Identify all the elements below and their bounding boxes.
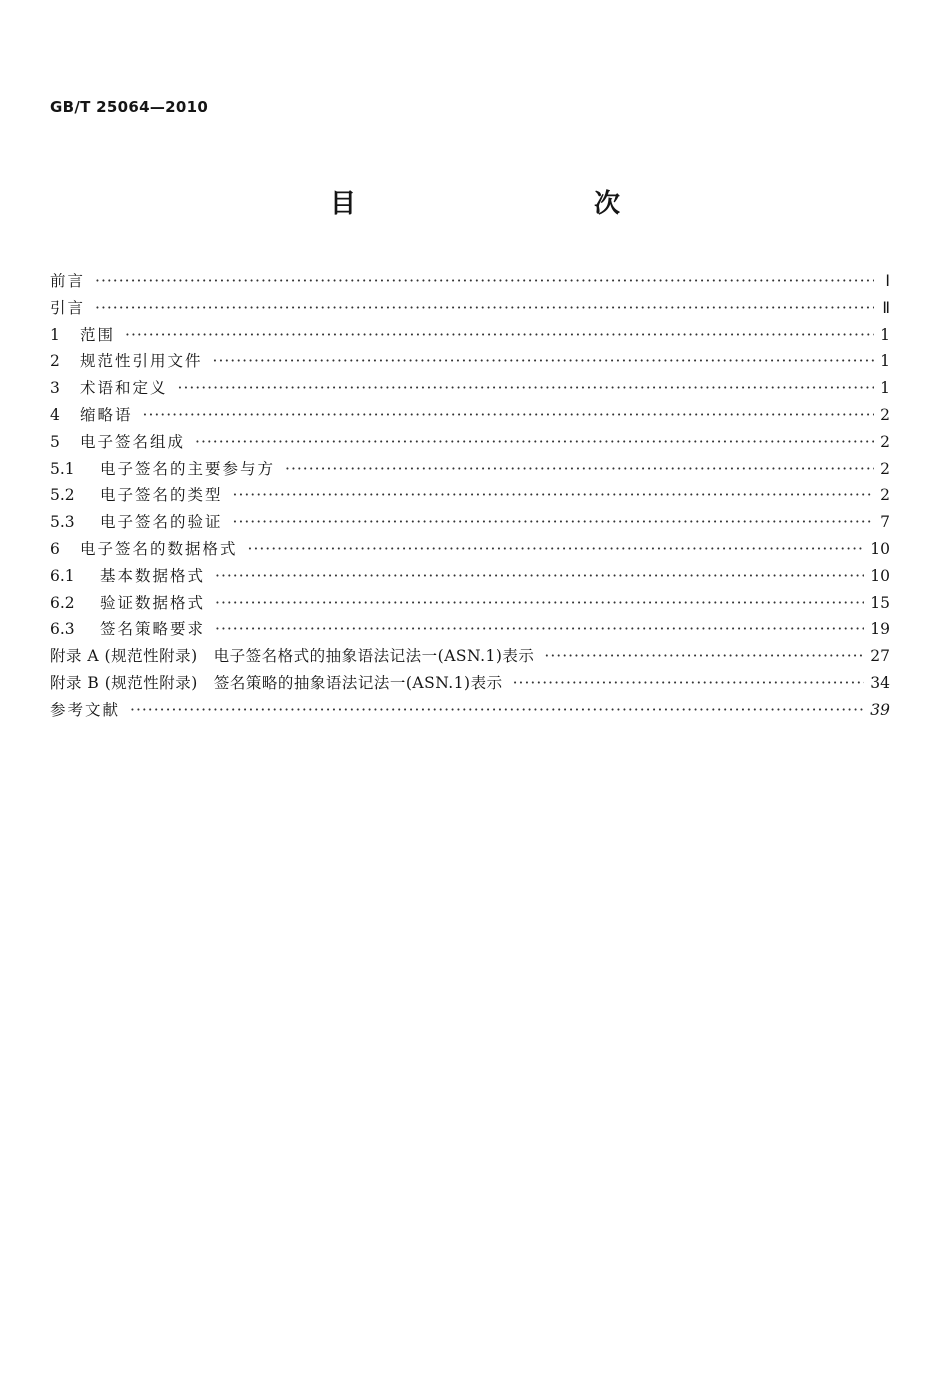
toc-page-number: 15 [870,593,890,612]
toc-page-number: 2 [880,459,890,478]
toc-entry-5-3[interactable] [50,509,890,536]
toc-entry-label: 缩略语 [80,405,133,424]
toc-entry-label: 规范性引用文件 [80,352,203,371]
toc-entry-number: 5.3 [50,513,75,532]
toc-page-number: 2 [880,405,890,424]
toc-entry-label: 电子签名的验证 [100,513,223,532]
toc-entry-6-2[interactable] [50,590,890,617]
toc-leader-dots [248,536,865,563]
toc-page-number: 2 [880,432,890,451]
toc-page-number: 1 [880,379,890,398]
toc-leader-dots [285,456,874,483]
toc-entry-appendix-b[interactable] [50,670,890,697]
toc-entry-label: 附录 B (规范性附录) 签名策略的抽象语法记法一(ASN.1)表示 [50,673,503,692]
toc-entry-number: 6.2 [50,593,75,612]
toc-page-number: 1 [880,325,890,344]
table-of-contents [50,268,890,724]
toc-entry-number: 5 [50,432,60,451]
toc-leader-dots [233,482,874,509]
page-title: 目 次 [329,189,682,219]
toc-leader-dots [215,590,864,617]
toc-leader-dots [195,429,874,456]
toc-leader-dots [95,295,874,322]
toc-page-number: 1 [880,352,890,371]
toc-entry-label: 电子签名的数据格式 [80,539,238,558]
toc-entry-label: 参考文献 [50,700,121,719]
toc-entry-1[interactable] [50,322,890,349]
toc-entry-number: 2 [50,352,60,371]
toc-leader-dots [233,509,874,536]
toc-entry-number: 4 [50,405,60,424]
toc-entry-label: 基本数据格式 [100,566,206,585]
toc-leader-dots [130,697,864,724]
toc-entry-appendix-a[interactable] [50,643,890,670]
toc-entry-number: 6.1 [50,566,75,585]
toc-entry-references[interactable] [50,697,890,724]
toc-leader-dots [178,375,874,402]
toc-entry-6-3[interactable] [50,616,890,643]
toc-entry-5-1[interactable] [50,456,890,483]
toc-entry-label: 范围 [80,325,116,344]
toc-page-number: 10 [870,566,890,585]
toc-page-number: 10 [870,539,890,558]
toc-leader-dots [513,670,865,697]
toc-entry-introduction[interactable] [50,295,890,322]
toc-entry-number: 5.1 [50,459,75,478]
toc-leader-dots [143,402,874,429]
toc-entry-number: 1 [50,325,60,344]
toc-entry-6[interactable] [50,536,890,563]
standard-code: GB/T 25064—2010 [50,98,209,116]
toc-entry-label: 电子签名的主要参与方 [100,459,276,478]
toc-entry-number: 3 [50,379,60,398]
toc-entry-label: 验证数据格式 [100,593,206,612]
toc-leader-dots [125,322,874,349]
toc-entry-label: 附录 A (规范性附录) 电子签名格式的抽象语法记法一(ASN.1)表示 [50,647,535,666]
toc-entry-2[interactable] [50,348,890,375]
toc-page-number: Ⅰ [885,273,890,290]
toc-page-number: 27 [870,647,890,666]
toc-entry-4[interactable] [50,402,890,429]
toc-entry-5[interactable] [50,429,890,456]
toc-entry-number: 6.3 [50,620,75,639]
toc-entry-label: 电子签名的类型 [100,486,223,505]
toc-entry-label: 引言 [50,298,86,317]
toc-leader-dots [213,348,874,375]
toc-page-number: 19 [870,620,890,639]
toc-leader-dots [95,268,874,295]
toc-page-number: 34 [870,673,890,692]
toc-entry-label: 电子签名组成 [80,432,186,451]
toc-entry-number: 5.2 [50,486,75,505]
toc-page-number: 2 [880,486,890,505]
toc-page-number: Ⅱ [882,299,890,317]
toc-entry-5-2[interactable] [50,482,890,509]
toc-page-number: 7 [880,513,890,532]
toc-page-number: 39 [870,700,890,719]
toc-entry-label: 前言 [50,272,86,290]
toc-entry-6-1[interactable] [50,563,890,590]
toc-entry-number: 6 [50,539,60,558]
toc-entry-foreword[interactable] [50,268,890,295]
toc-entry-label: 术语和定义 [80,379,168,398]
toc-entry-3[interactable] [50,375,890,402]
toc-entry-label: 签名策略要求 [100,620,206,639]
toc-leader-dots [215,616,864,643]
toc-leader-dots [544,643,864,670]
toc-leader-dots [215,563,864,590]
